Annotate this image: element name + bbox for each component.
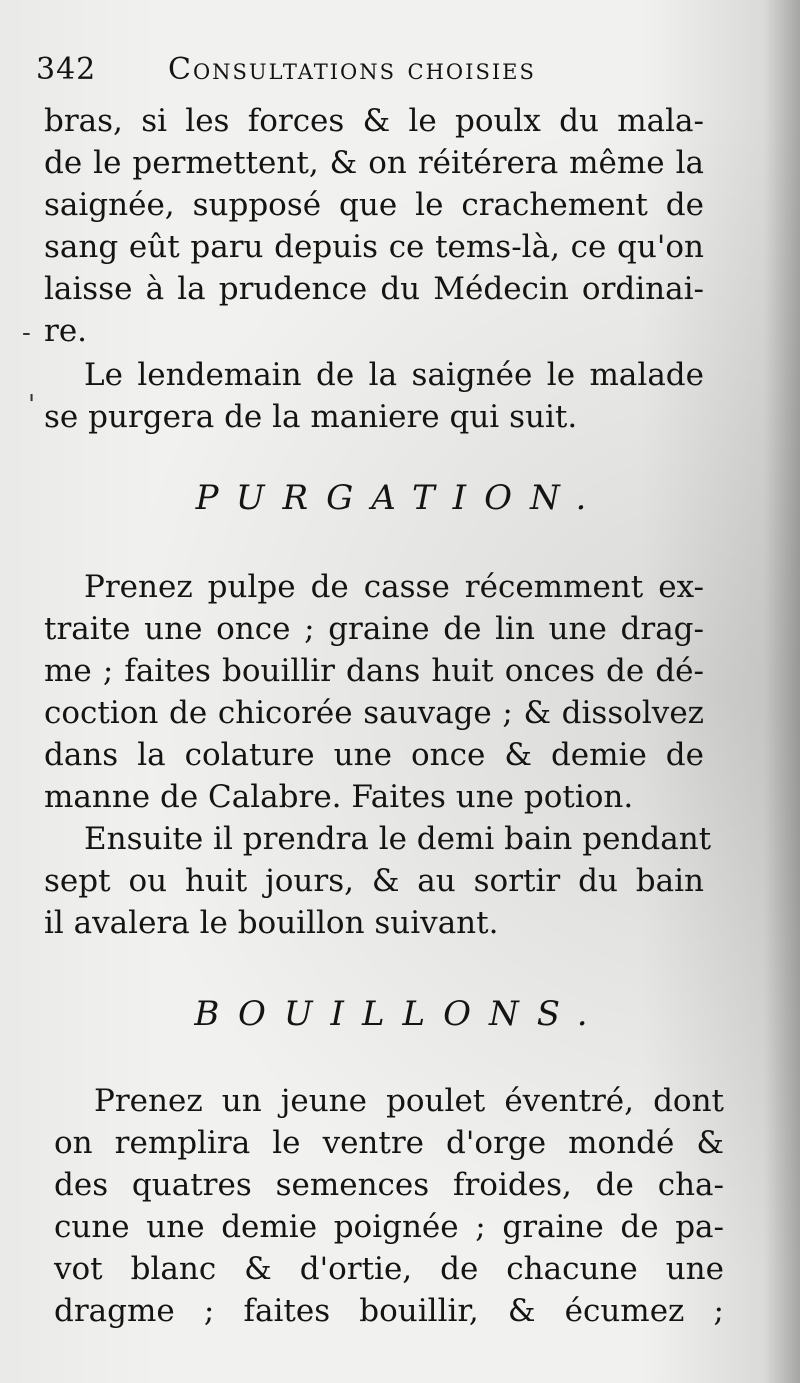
text-line: laisse à la prudence du Médecin ordinai- [44,271,704,307]
section-heading-bouillons: BOUILLONS. [194,994,606,1034]
page-number: 342 [36,52,97,87]
text-line: bras, si les forces & le poulx du mala- [44,103,704,139]
text-line: Ensuite il prendra le demi bain pendant [84,821,712,857]
text-line: saignée, supposé que le crachement de [44,187,704,223]
margin-tick-mark: ' [28,390,36,420]
text-line: il avalera le bouillon suivant. [44,905,499,941]
text-line: on remplira le ventre d'orge mondé & [54,1125,724,1161]
paragraph-purgation-recipe [44,566,704,818]
margin-dash-mark: - [22,318,31,348]
text-line: me ; faites bouillir dans huit onces de dé- [44,653,704,689]
paragraph-bouillon-recipe [54,1080,724,1332]
text-line: coction de chicorée sauvage ; & dissolvez [44,695,704,731]
paragraph-purge-intro [44,354,704,438]
text-line: sang eût paru depuis ce tems-là, ce qu'on [44,229,704,265]
section-heading-purgation: PURGATION. [195,478,605,518]
running-title: Consultations choisies [168,52,536,87]
text-line: manne de Calabre. Faites une potion. [44,779,634,815]
text-line: sept ou huit jours, & au sortir du bain [44,863,704,899]
paragraph-bath [44,818,712,944]
page-gutter-shadow [764,0,800,1383]
text-line: de le permettent, & on réitérera même la [44,145,704,181]
text-line: se purgera de la maniere qui suit. [44,399,578,435]
text-line: Prenez un jeune poulet éventré, dont [94,1083,724,1119]
text-line: Le lendemain de la saignée le malade [84,357,704,393]
text-line: vot blanc & d'ortie, de chacune une [54,1251,724,1287]
text-line: re. [44,313,88,349]
paragraph-continuation [44,100,704,352]
text-line: dans la colature une once & demie de [44,737,704,773]
text-line: traite une once ; graine de lin une drag- [44,611,704,647]
running-head [36,52,716,96]
text-line: Prenez pulpe de casse récemment ex- [84,569,704,605]
text-line: dragme ; faites bouillir, & écumez ; [54,1293,724,1329]
text-line: cune une demie poignée ; graine de pa- [54,1209,724,1245]
text-line: des quatres semences froides, de cha- [54,1167,724,1203]
